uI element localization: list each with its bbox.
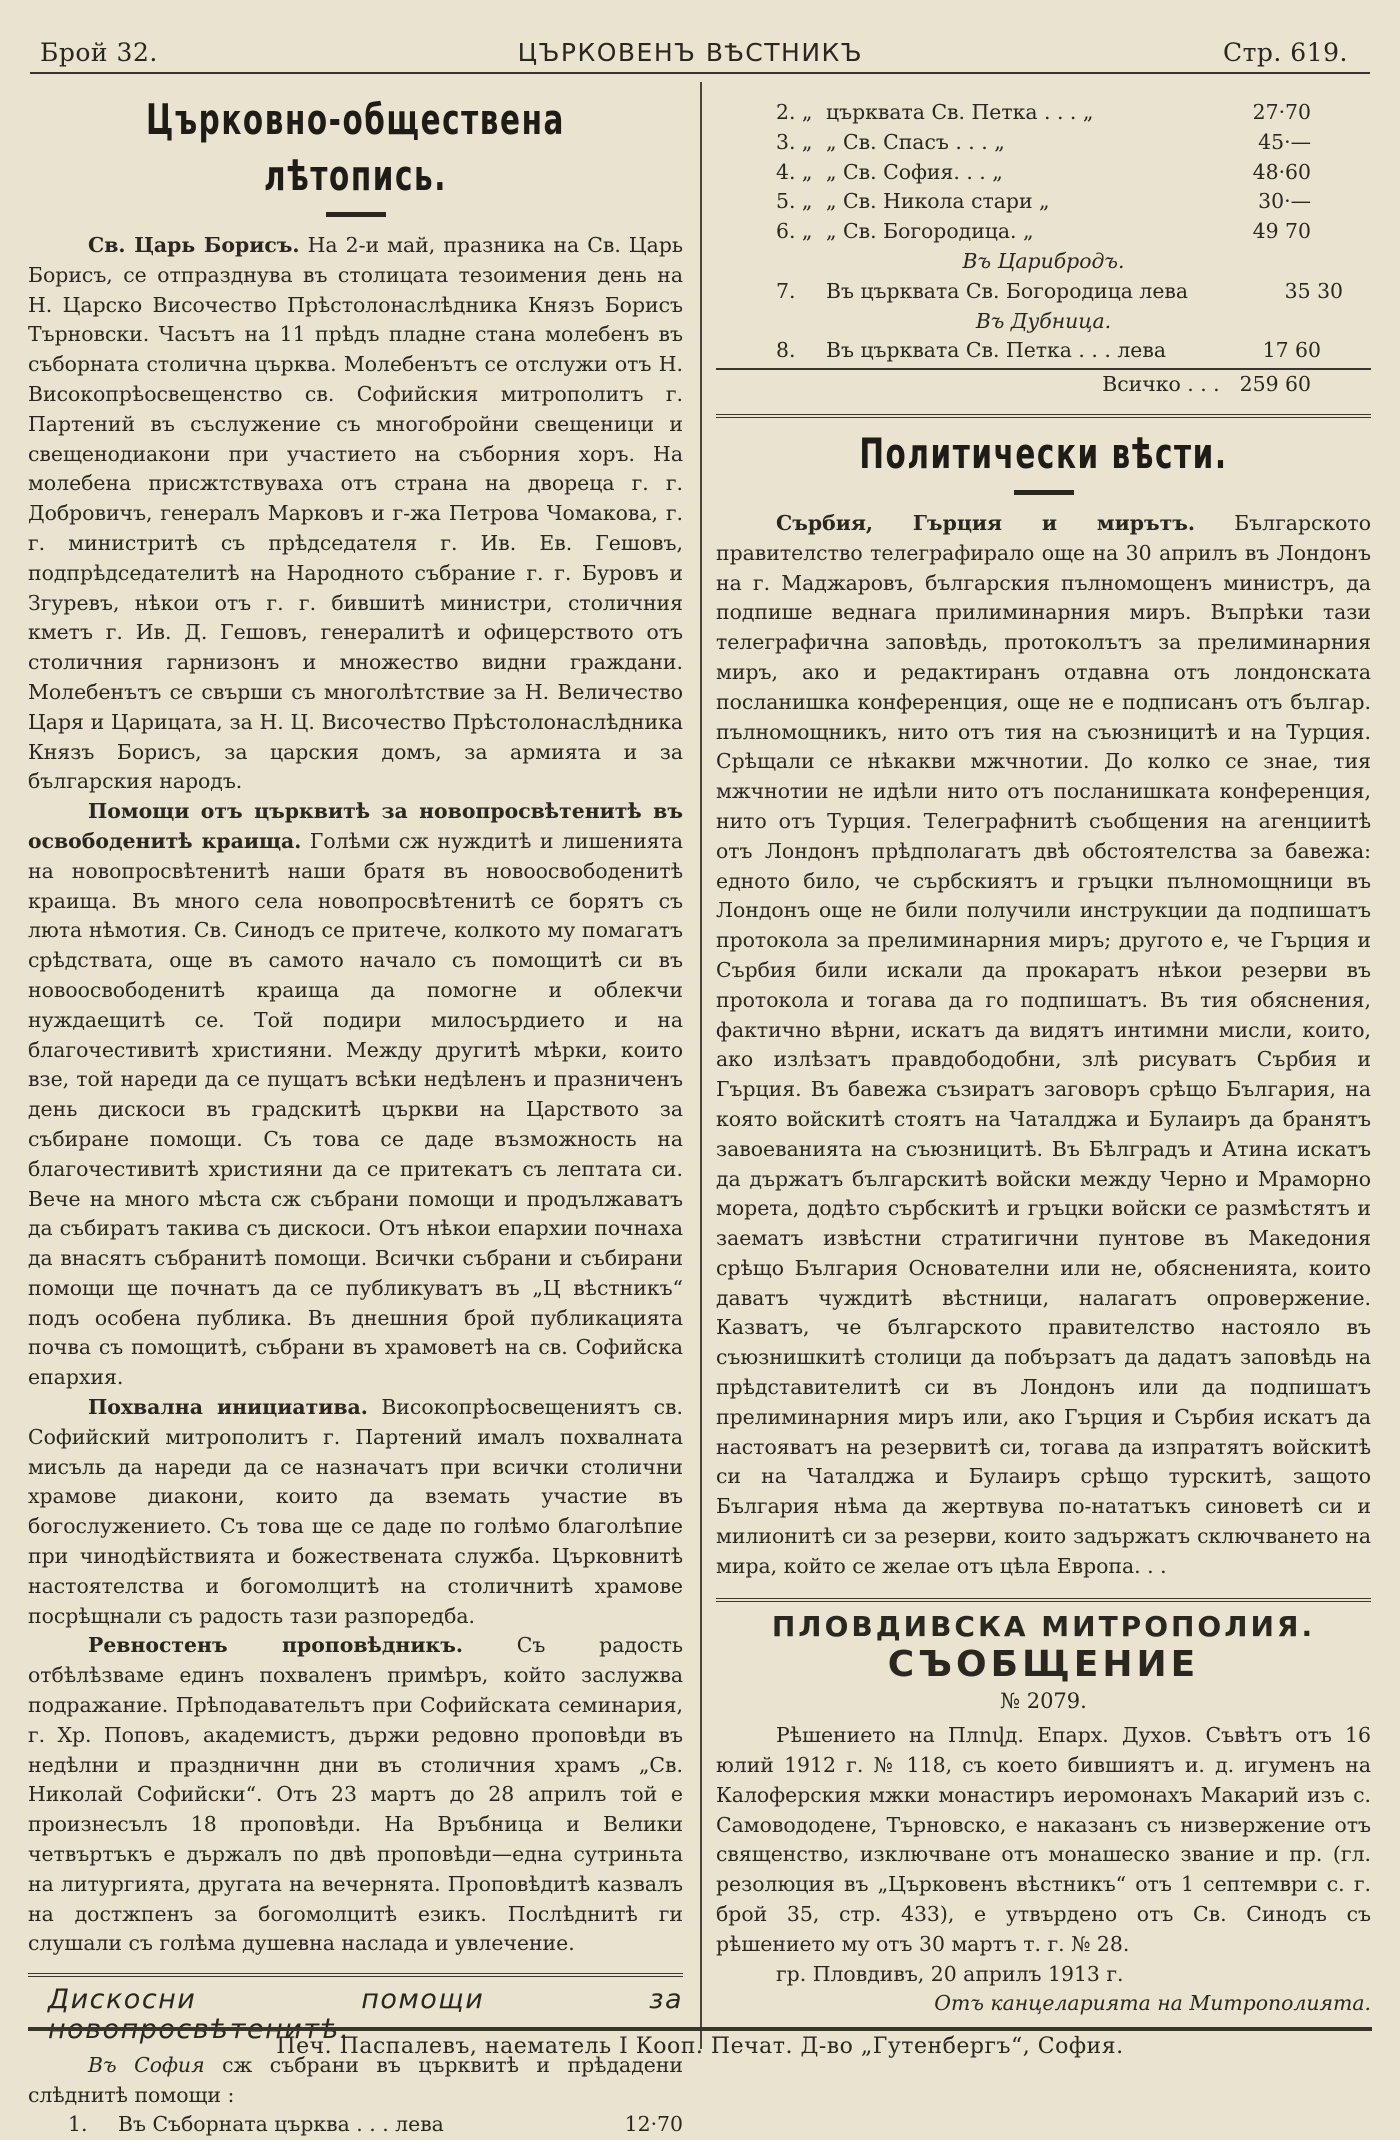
donation-number: 5. „	[776, 189, 813, 214]
donation-name: „ Св. Никола стари „	[826, 189, 1050, 214]
article-text: Голѣми сж нуждитѣ и лишенията на новопросвѣтенитѣ наши братя въ новоосвободенитѣ краища. Въ много села новопросвѣтенитѣ се борятъ съ люта нѣмотия. Св. Синодъ се притече, колкото му помагатъ срѣдствата, още въ самото начало съ помощитѣ си въ новоосвободенитѣ краища да помогне и облекчи нуждаещитѣ се. Той подири милосърдието и на благочестивитѣ християни. Между другитѣ мѣрки, които взе, той нареди да се пущатъ всѣки недѣленъ и празниченъ день дискоси въ градскитѣ църкви на Царството за събиране помощи. Съ това се даде възможность на благочестивитѣ християни да се притекатъ съ лептата си. Вече на много мѣста сж събрани помощи и продължаватъ да събиратъ такива съ дискоси. Отъ нѣкои епархии почнаха да внасятъ събранитѣ помощи. Всички събрани и събирани помощи ще почнатъ да се публикуватъ въ „Ц вѣстникъ“ подъ особена публика. Въ днешния брой публикацията почва съ помощитѣ, събрани въ храмоветѣ на св. Софийска епархия.	[28, 828, 683, 1390]
donation-number: 6. „	[776, 219, 813, 244]
article-lead: Похвална инициатива.	[88, 1395, 368, 1420]
header-rule	[30, 72, 1370, 74]
donation-row	[776, 336, 1321, 366]
donation-row	[776, 217, 1311, 247]
total-value: 259 60	[1239, 372, 1311, 397]
article-tsar-boris	[28, 231, 683, 797]
donation-number: 3. „	[776, 129, 813, 154]
donations-total	[716, 370, 1311, 400]
donation-name: църквата Св. Петка . . . „	[826, 100, 1094, 124]
message-text: Рѣшението на Плովд. Епарх. Духов. Съвѣтъ отъ 16 юлий 1912 г. № 118, съ което бившиятъ и. д. игуменъ на Калоферския мжки монастиръ иеромонахъ Макарий изъ с. Самовододене, Търновско, е наказанъ съ низвержение отъ священство, изключване отъ монашеско звание и пр. (гл. резолюция въ „Църковенъ вѣстникъ“ отъ 1 септември с. г. брой 35, стр. 433), е утвърдено отъ Св. Синодъ съ рѣшението му отъ 30 мартъ т. г. № 28.	[716, 1723, 1371, 1956]
article-lead: Св. Царь Борисъ.	[88, 233, 300, 257]
section-rule	[716, 1598, 1371, 1602]
message-number: № 2079.	[1000, 1689, 1087, 1714]
donation-row	[776, 187, 1311, 217]
article-lead: Помощи отъ църквитѣ за новопросвѣтенитѣ въ освободенитѣ краища.	[28, 799, 683, 853]
donation-value: 35 30	[1284, 278, 1344, 303]
column-divider	[700, 82, 702, 2049]
message-date: гр. Пловдивъ, 20 априлъ 1913 г.	[776, 1961, 1124, 1986]
donation-row	[776, 128, 1311, 158]
article-text: Съ радость отбѣлѣзваме единъ похваленъ примѣръ, който заслужва подражание. Прѣподавательтъ при Софийската семинария, г. Хр. Поповъ, академистъ, държи редовно проповѣди въ недѣлни и праздничнн дни въ столичния храмъ „Св. Николай Софийски“. Отъ 23 мартъ до 28 априлъ той е произнесълъ 18 проповѣди. На Връбница и Велики четвъртъкъ е държалъ по двѣ проповѣди—една сутриньта на литургията, другата на вечернята. Проповѣдитѣ казвалъ на достжпенъ за богомолцитѣ езикъ. Послѣднитѣ ги слушали съ голѣма душевна наслада и увлечение.	[28, 1633, 684, 1956]
donations-intro-text: сж събрани въ църквитѣ и прѣдадени слѣднитѣ помощи :	[28, 2052, 683, 2107]
section-rule	[28, 1973, 683, 1977]
title-ornament	[326, 212, 386, 217]
donation-value: 30·—	[1258, 189, 1311, 214]
right-column	[716, 98, 1371, 2019]
article-aid	[28, 797, 683, 1393]
donation-name: „ Св. Спасъ . . . „	[826, 129, 1005, 154]
footer-rule	[28, 2027, 1372, 2031]
donations-intro	[28, 2051, 683, 2111]
article-text: На 2-и май, празника на Св. Царь Борисъ, се отпразднува въ столицата тезоимения день на Н. Царско Височество Прѣстолонаслѣдника Князъ Борисъ Търновски. Часътъ на 11 прѣдъ пладне стана молебенъ въ съборната столична църква. Молебенътъ се отслужи отъ Н. Високопрѣосвещенство св. Софийския митрополитъ г. Партений въ съслужение съ многобройни свещеници и свещенодиакони при участието на съборния хоръ. На молебена присжтствуваха отъ страна на двореца г. г. Добровичъ, генералъ Марковъ и г-жа Петрова Чомакова, г. г. министритѣ съ прѣдседателя г. Ив. Ев. Гешовъ, подпрѣдседателитѣ на Народното събрание г. г. Буровъ и Згуревъ, нѣкои отъ г. г. бившитѣ министри, столичния кметъ г. Ив. Д. Гешовъ, генералитѣ и офицерството отъ столичния гарнизонъ и множество видни граждани. Молебенътъ се свърши съ многолѣтствие за Н. Величество Царя и Царицата, за Н. Ц. Височество Прѣстолонаслѣдника Князъ Борисъ, за царския домъ, за армията и за българския народъ.	[28, 233, 683, 794]
donation-row	[776, 277, 1344, 307]
left-column	[28, 92, 683, 2140]
issue-number: Брой 32.	[40, 37, 158, 67]
chronicle-title: Църковно-обществена лѣтопись.	[146, 95, 565, 200]
donation-name: Въ църквата Св. Петка . . . лева	[826, 338, 1166, 363]
donation-row	[776, 98, 1311, 128]
donation-number: 2. „	[776, 100, 813, 124]
page-header	[40, 34, 1348, 70]
article-serbia	[716, 509, 1371, 1582]
donation-value: 27·70	[1252, 100, 1311, 124]
tsaribrod-heading: Въ Царибродъ.	[962, 248, 1125, 273]
donation-row	[68, 2110, 683, 2140]
article-initiative	[28, 1393, 683, 1631]
donation-name: „ Св. София. . . „	[826, 159, 1003, 184]
title-ornament	[1014, 490, 1074, 495]
total-label: Всичко . . .	[1102, 372, 1220, 397]
donation-value: 49 70	[1252, 219, 1311, 244]
article-preacher	[28, 1631, 683, 1959]
article-lead: Сърбия, Гърция и мирътъ.	[776, 510, 1195, 535]
donation-row	[776, 158, 1311, 188]
printer-imprint: Печ. Паспалевъ, наематель I Кооп. Печат. Д-во „Гутенбергъ“, София.	[276, 2034, 1124, 2059]
section-rule	[716, 414, 1371, 418]
page-number: Стр. 619.	[1222, 37, 1348, 67]
donation-value: 48·60	[1252, 159, 1311, 184]
article-text: Високопрѣосвещениятъ св. Софийский митрополитъ г. Партений ималъ похвалната мисъль да нареди да се назначатъ при всички столични храмове диакони, които да вземать участие въ богослужението. Съ това ще се даде по голѣмо благолѣпие при чинодѣйствията и божествената служба. Църковнитѣ настоятелства и богомолцитѣ на столичнитѣ храмове посрѣщнали съ радость тази разпоредба.	[28, 1395, 683, 1628]
dubnitsa-heading: Въ Дубница.	[975, 308, 1112, 333]
donation-value: 12·70	[624, 2112, 683, 2137]
donation-name: „ Св. Богородица. „	[826, 219, 1034, 244]
message-signature: Отъ канцеларията на Митрополията.	[934, 1991, 1371, 2016]
donation-value: 17 60	[1262, 338, 1321, 363]
article-text: Българското правителство телеграфирало още на 30 априлъ въ Лондонъ на г. Маджаровъ, българския пълномощенъ министръ, да подпише веднага прилиминарния миръ. Въпрѣки тази телеграфична заповѣдь, протоколътъ за прелиминарния миръ, ако и редактиранъ отдавна отъ лондонската посланишка конференция, още не е подписанъ отъ българ. пълномощникъ, нито отъ тия на съюзницитѣ и на Турция. Срѣщали се нѣкакви мжчнотии. До колко се знае, тия мжчнотии не идѣли нито отъ посланишката конференция, нито отъ Турция. Телеграфнитѣ съобщения на агенциитѣ отъ Лондонъ прѣдполагатъ двѣ обстоятелства за бавежа: едното било, че сърбскиятъ и гръцки пълномощници въ Лондонъ още не били получили инструкции да подпишатъ протокола за прелиминарния миръ; другото е, че Гърция и Сърбия били искали да прокаратъ нѣкои резерви въ протокола и тогава да го подпишатъ. Въ тия обяснения, фактично вѣрни, искатъ да видятъ интимни мисли, които, ако излѣзатъ правдободобни, злѣ рисуватъ Сърбия и Гърция. Въ бавежа съзиратъ заговоръ срѣщо България, на която войскитѣ стоятъ на Чаталджа и Булаиръ да бранятъ завоеванията на съюзницитѣ. Въ Бѣлградъ и Атина искатъ да държатъ българскитѣ войски между Черно и Мраморно морета, додѣто сърбскитѣ и гръцки войски се размѣстятъ и заематъ извѣстни стратигични пунтове въ Македония срѣщо България Основателни или не, обясненията, които даватъ чуждитѣ вѣстници, налагатъ опровержение. Казватъ, че българското правителство настояло въ съюзнишкитѣ столици да побързатъ да дадатъ заповѣдь на прѣдставителитѣ си въ Лондонъ или да подпишатъ прелиминарния миръ или, ако Гърция и Сърбия искатъ да настояватъ на резервитѣ си, тогава да изпратятъ войскитѣ си на Чаталджа и Булаиръ срѣщо турскитѣ, защото България нѣма да жертвува по-нататъкъ синоветѣ си и милионитѣ си за резерви, които задържатъ сключването на мира, който се желае отъ цѣла Европа. . .	[716, 510, 1371, 1578]
newspaper-title: ЦЪРКОВЕНЪ ВѢСТНИКЪ	[517, 37, 864, 67]
donation-number: 8.	[776, 338, 796, 363]
donations-place: Въ София	[88, 2052, 205, 2077]
donation-name: Въ църквата Св. Богородица лева	[826, 278, 1189, 303]
donations-continued	[776, 98, 1344, 366]
donations-title: Дискосни помощи за новопросвѣтенитѣ.	[48, 1984, 683, 2046]
donation-value: 45·—	[1258, 129, 1311, 154]
message-title: СЪОБЩЕНИЕ	[887, 1644, 1200, 1686]
metropolis-heading: ПЛОВДИВСКА МИТРОПОЛИЯ.	[771, 1609, 1316, 1643]
donation-name: Въ Съборната църква . . . лева	[118, 2112, 444, 2137]
donation-number: 1.	[68, 2112, 88, 2137]
politics-title: Политически вѣсти.	[859, 428, 1228, 478]
donation-number: 4. „	[776, 159, 813, 184]
donation-number: 7.	[776, 278, 796, 303]
article-lead: Ревностенъ проповѣдникъ.	[88, 1633, 463, 1658]
